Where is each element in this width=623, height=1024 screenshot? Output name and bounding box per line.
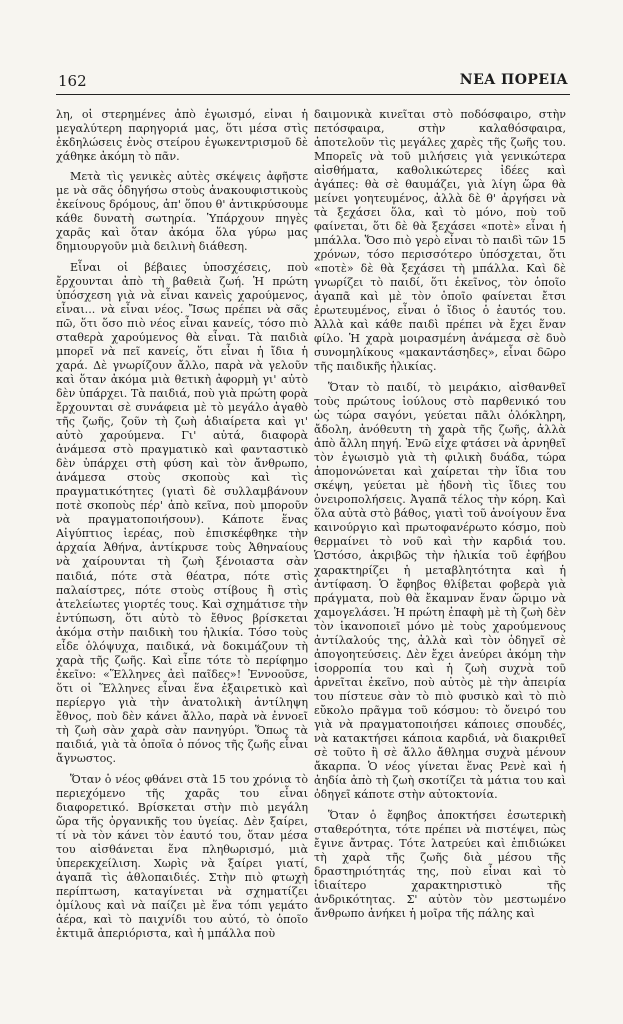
right-column: [314, 108, 566, 978]
paragraph: Εἶναι οἱ βέβαιες ὑποσχέσεις, ποὺ ἔρχουνται ἀπὸ τὴ βαθειὰ ζωή. Ἡ πρώτη ὑπόσχεση γιὰ νὰ εἶναι κανεὶς χαρούμενος, εἶναι... νὰ εἶναι νέος. Ἴσως πρέπει νὰ σᾶς πῶ, ὅτι ὅσο πιὸ νέος εἶναι κανείς, τόσο πιὸ σταθερὰ χαρούμενος θὰ εἶναι. Τὰ παιδιὰ μπορεῖ νὰ πεῖ κανείς, ὅτι εἶναι ἡ ἴδια ἡ χαρά. Δὲ γνωρίζουν ἄλλο, παρὰ νὰ γελοῦν καὶ ὅταν ἀκόμα μιὰ θετικὴ ἀφορμὴ γι' αὐτὸ δὲν ὑπάρχει. Τὰ παιδιά, ποὺ γιὰ πρώτη φορὰ ἔρχουνται σὲ συνάφεια μὲ τὸ μεγάλο ἀγαθὸ τῆς ζωῆς, ζοῦν τὴ ζωὴ ἀδιαίρετα καὶ γι' αὐτὸ χαρούμενα. Γι' αὐτά, διαφορὰ ἀνάμεσα στὸ πραγματικὸ καὶ φανταστικὸ δὲν ὑπάρχει στὴ φύση καὶ τὸν ἄνθρωπο, ἀνάμεσα στοὺς σκοποὺς καὶ τὶς πραγματικότητες (γιατὶ δὲ συλλαμβάνουν ποτὲ σκοποὺς πέρ' ἀπὸ κεῖνα, ποὺ μποροῦν νὰ πραγματοποιήσουν). Κάποτε ἕνας Αἰγύπτιος ἱερέας, ποὺ ἐπισκέφθηκε τὴν ἀρχαία Ἀθήνα, ἀντίκρυσε τοὺς Ἀθηναίους νὰ χαίρουνται τὴ ζωὴ ξένοιαστα σὰν παιδιά, πότε στὰ θέατρα, πότε στὶς παλαίστρες, πότε στοὺς στίβους ἢ στὶς ἀτελείωτες γιορτές τους. Καὶ σχημάτισε τὴν ἐντύπωση, ὅτι αὐτὸ τὸ ἔθνος βρίσκεται ἀκόμα στὴν παιδικὴ του ἡλικία. Τόσο τοὺς εἶδε ὁλόψυχα, παιδικά, νὰ δοκιμάζουν τὴ χαρὰ τῆς ζωῆς. Καὶ εἶπε τότε τὸ περίφημο ἐκεῖνο: «Ἕλληνες ἀεὶ παῖδες»! Ἐννοοῦσε, ὅτι οἱ Ἕλληνες εἶναι ἕνα ἐξαιρετικὸ καὶ περίεργο γιὰ τὴν ἀνατολικὴ ἀντίληψη ἔθνος, ποὺ δὲν κάνει ἄλλο, παρὰ νὰ ἐννοεῖ τὴ ζωὴ σὰν χαρὰ σὰν πανηγύρι. Ὅπως τὰ παιδιά, γιὰ τὰ ὁποῖα ὁ πόνος τῆς ζωῆς εἶναι ἄγνωστος.: [56, 261, 308, 765]
journal-title: ΝΕΑ ΠΟΡΕΙΑ: [459, 72, 568, 88]
paragraph: Μετὰ τὶς γενικὲς αὐτὲς σκέψεις ἀφῆστε με νὰ σᾶς ὁδηγήσω στοὺς ἀνακουφιστικοὺς ἐκείνους δρόμους, ἀπ' ὅπου θ' ἀντικρύσουμε κάθε δυνατὴ σωτηρία. Ὑπάρχουν πηγὲς χαρᾶς καὶ ὅταν ἀκόμα ὅλα γύρω μας δημιουργοῦν μιὰ δειλινὴ διάθεση.: [56, 170, 308, 254]
paragraph: δαιμονικὰ κινεῖται στὸ ποδόσφαιρο, στὴν πετόσφαιρα, στὴν καλαθόσφαιρα, ἀποτελοῦν τὶς μεγάλες χαρὲς τῆς ζωῆς του. Μπορεῖς νὰ τοῦ μιλήσεις γιὰ γενικώτερα αἰσθήματα, καθολικώτερες ἰδέες καὶ ἀγάπες: θὰ σὲ θαυμάζει, γιὰ λίγη ὥρα θὰ μείνει γοητευμένος, ἀλλὰ δὲ θ' ἀργήσει νὰ τὰ ξεχάσει ὅλα, καὶ τὸ μόνο, ποὺ τοῦ φαίνεται, ὅτι δὲ θὰ ξεχάσει «ποτὲ» εἶναι ἡ μπάλλα. Ὅσο πιὸ γερὸ εἶναι τὸ παιδὶ τῶν 15 χρόνων, τόσο περισσότερο ὑπόσχεται, ὅτι «ποτὲ» δὲ θὰ ξεχάσει τὴ μπάλλα. Καὶ δὲ γνωρίζει τὸ παιδί, ὅτι ἐκεῖνος, τὸν ὁποῖο ἀγαπᾶ καὶ μὲ τὸν ὁποῖο φαίνεται ἔτσι ἐρωτευμένος, εἶναι ὁ ἴδιος ὁ ἑαυτός του. Ἀλλὰ καὶ κάθε παιδὶ πρέπει νὰ ἔχει ἕναν φίλο. Ἡ χαρὰ μοιρασμένη ἀνάμεσα σὲ δυὸ συνομηλίκους «μακαντάσηδες», εἶναι δῶρο τῆς παιδικῆς ἡλικίας.: [314, 108, 566, 374]
running-header: [56, 72, 570, 92]
page-number: 162: [58, 72, 87, 90]
header-rule: [56, 94, 570, 95]
left-column: [56, 108, 308, 978]
paragraph: λη, οἱ στερημένες ἀπὸ ἐγωισμό, εἶναι ἡ μεγαλύτερη παρηγοριά μας, ὅτι μέσα στὶς ἐκδηλώσεις ἑνὸς στείρου ἐγωκεντρισμοῦ δὲ χάθηκε ἀκόμη τὸ πᾶν.: [56, 108, 308, 164]
paragraph: Ὅταν ὁ νέος φθάνει στὰ 15 του χρόνια τὸ περιεχόμενο τῆς χαρᾶς του εἶναι διαφορετικό. Βρίσκεται στὴν πιὸ μεγάλη ὥρα τῆς ὀργανικῆς του ὑγείας. Δὲν ξαίρει, τί νὰ τὸν κάνει τὸν ἑαυτό του, ὅταν μέσα του αἰσθάνεται ἕνα πληθωρισμό, μιὰ ὑπερεκχείλιση. Χωρὶς νὰ ξαίρει γιατί, ἀγαπᾶ τὶς ἀθλοπαιδιές. Στὴν πιὸ φτωχὴ περίπτωση, καταγίνεται νὰ σχηματίζει ὁμίλους καὶ νὰ παίζει μὲ ἕνα τόπι γεμάτο ἀέρα, καὶ τὸ παιχνίδι του αὐτό, τὸ ὁποῖο ἐκτιμᾶ ἀπεριόριστα, καὶ ἡ μπάλλα ποὺ: [56, 772, 308, 940]
paragraph: Ὅταν τὸ παιδί, τὸ μειράκιο, αἰσθανθεῖ τοὺς πρώτους ἰούλους στὸ παρθενικό του ὡς τώρα σαγόνι, γεύεται πᾶλι ὁλόκληρη, ἄδολη, ἀνόθευτη τὴ χαρὰ τῆς ζωῆς, ἀλλὰ ἀπὸ ἄλλη πηγή. Ἐνῶ εἶχε φτάσει νὰ ἀρνηθεῖ τὸν ἐγωισμὸ γιὰ τὴ φιλικὴ δυάδα, τώρα ἀπομονώνεται καὶ χαίρεται τὴν ἴδια του σκέψη, γεύεται μὲ ἡδονὴ τὶς ἴδιες του ὀνειροπολήσεις. Ἀγαπᾶ τέλος τὴν κόρη. Καὶ ὅλα αὐτὰ στὸ βάθος, γιατὶ τοῦ ἀνοίγουν ἕνα καινούργιο καὶ πρωτοφανέρωτο κόσμο, ποὺ θερμαίνει τὸ νοῦ καὶ τὴν καρδιά του. Ὡστόσο, ἀκριβῶς τὴν ἡλικία τοῦ ἐφήβου χαρακτηρίζει ἡ μεταβλητότητα καὶ ἡ ἀντίφαση. Ὁ ἔφηβος θλίβεται φοβερὰ γιὰ πράγματα, ποὺ θὰ ἔκαμναν ἕναν ὥριμο νὰ χαμογελάσει. Ἡ πρώτη ἐπαφὴ μὲ τὴ ζωὴ δὲν τὸν ἱκανοποιεῖ μόνο μὲ τοὺς χαρούμενους ἀντίλαλούς της, ἀλλὰ καὶ τὸν ὁδηγεῖ σὲ ἀπογοητεύσεις. Δὲν ἔχει ἀνεύρει ἀκόμη τὴν ἰσορροπία του καὶ ἡ ζωὴ συχνὰ τοῦ ἀρνεῖται ἐκεῖνο, ποὺ αὐτὸς μὲ τὴν ἀπειρία του πίστευε σὰν τὸ πιὸ φυσικὸ καὶ τὸ πιὸ εὔκολο πρᾶγμα τοῦ κόσμου: τὸ ὄνειρό του γιὰ νὰ πραγματοποιήσει κάποιες σπουδές, νὰ κατακτήσει κάποια καρδιά, νὰ διακριθεῖ σὲ τοῦτο ἢ σὲ ἄλλο ἄθλημα συχνὰ μένουν ἄκαρπα. Ὁ νέος γίνεται ἕνας Ρενὲ καὶ ἡ ἀηδία ἀπὸ τὴ ζωὴ σκοτίζει τὰ μάτια του καὶ ὁδηγεῖ κάποτε στὴν αὐτοκτονία.: [314, 381, 566, 801]
paragraph: Ὅταν ὁ ἔφηβος ἀποκτήσει ἐσωτερικὴ σταθερότητα, τότε πρέπει νὰ πιστέψει, πὼς ἔγινε ἄντρας. Τότε λατρεύει καὶ ἐπιδιώκει τὴ χαρὰ τῆς ζωῆς διὰ μέσου τῆς δραστηριότητάς της, ποὺ εἶναι καὶ τὸ ἰδιαίτερο χαρακτηριστικὸ τῆς ἀνδρικότητας. Σ' αὐτὸν τὸν μεστωμένο ἄνθρωπο ἀνήκει ἡ μοῖρα τῆς πάλης καὶ: [314, 808, 566, 920]
